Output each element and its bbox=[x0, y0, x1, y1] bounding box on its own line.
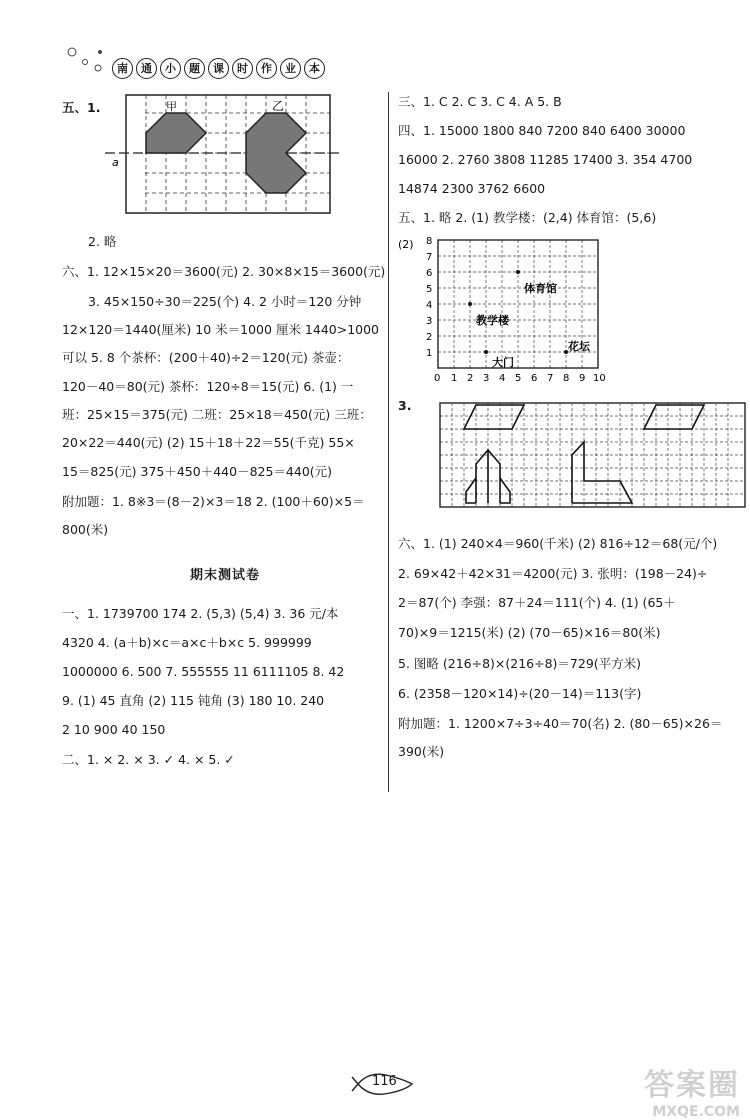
left-grid-label: 五、1. bbox=[62, 100, 101, 115]
answer-line: 2＝87(个) 李强：87＋24＝111(个) 4. (1) (65＋ bbox=[398, 595, 676, 610]
x-tick: 3 bbox=[483, 373, 490, 384]
answer-line: 1000000 6. 500 7. 555555 11 6111105 8. 42 bbox=[62, 664, 345, 679]
shape-yi bbox=[246, 113, 306, 193]
parallelogram-left bbox=[464, 405, 524, 429]
x-tick: 5 bbox=[515, 373, 522, 384]
answer-line: 六、1. (1) 240×4＝960(千米) (2) 816÷12＝68(元/个) bbox=[398, 536, 718, 551]
x-tick: 1 bbox=[451, 373, 458, 384]
answer-line: 四、1. 15000 1800 840 7200 840 6400 30000 bbox=[398, 123, 686, 138]
x-tick: 10 bbox=[593, 373, 606, 384]
x-tick: 6 bbox=[531, 373, 538, 384]
answer-line: 六、1. 12×15×20＝3600(元) 2. 30×8×15＝3600(元) bbox=[62, 264, 386, 279]
header-decoration bbox=[60, 40, 120, 80]
answer-line: 14874 2300 3762 6600 bbox=[398, 181, 546, 196]
y-tick: 2 bbox=[426, 332, 433, 343]
answer-line: 16000 2. 2760 3808 11285 17400 3. 354 4700 bbox=[398, 152, 693, 167]
shape-jia bbox=[146, 113, 206, 153]
answer-line: 附加题：1. 8※3＝(8－2)×3＝18 2. (100＋60)×5＝ bbox=[62, 494, 365, 509]
header-char: 作 bbox=[256, 58, 277, 79]
answer-line: 6. (2358－120×14)÷(20－14)＝113(字) bbox=[398, 686, 642, 701]
y-tick: 7 bbox=[426, 252, 433, 263]
point-teaching bbox=[468, 302, 472, 306]
answer-line: 9. (1) 45 直角 (2) 115 钝角 (3) 180 10. 240 bbox=[62, 693, 325, 708]
x-tick: 9 bbox=[579, 373, 586, 384]
drawing-grid bbox=[425, 392, 750, 522]
watermark bbox=[644, 1060, 740, 1120]
page-number: 116 bbox=[372, 1074, 397, 1089]
answer-line: 三、1. C 2. C 3. C 4. A 5. B bbox=[398, 94, 562, 109]
point-gate bbox=[484, 350, 488, 354]
place-label: 大门 bbox=[492, 356, 514, 369]
label-jia: 甲 bbox=[166, 100, 177, 113]
header-char: 题 bbox=[184, 58, 205, 79]
header-char: 通 bbox=[136, 58, 157, 79]
answer-line: 20×22＝440(元) (2) 15＋18＋22＝55(千克) 55× bbox=[62, 435, 355, 450]
answer-line: 二、1. × 2. × 3. ✓ 4. × 5. ✓ bbox=[62, 752, 235, 767]
grid3-label: 3. bbox=[398, 398, 412, 413]
header-char: 南 bbox=[112, 58, 133, 79]
answer-line: 390(米) bbox=[398, 744, 445, 759]
column-divider bbox=[388, 92, 389, 792]
x-tick: 7 bbox=[547, 373, 554, 384]
coord-label: (2) bbox=[398, 238, 414, 251]
answer-line: 4320 4. (a＋b)×c＝a×c＋b×c 5. 999999 bbox=[62, 635, 312, 650]
place-label: 教学楼 bbox=[476, 314, 509, 327]
axis-label-a: a bbox=[112, 156, 119, 169]
answer-line: 800(米) bbox=[62, 522, 109, 537]
answer-line: 2 10 900 40 150 bbox=[62, 722, 166, 737]
x-tick: 8 bbox=[563, 373, 570, 384]
answer-line: 一、1. 1739700 174 2. (5,3) (5,4) 3. 36 元/本 bbox=[62, 606, 339, 621]
y-tick: 3 bbox=[426, 316, 433, 327]
place-label: 体育馆 bbox=[524, 282, 557, 295]
y-tick: 1 bbox=[426, 348, 433, 359]
x-tick: 2 bbox=[467, 373, 474, 384]
header-char: 小 bbox=[160, 58, 181, 79]
y-tick: 4 bbox=[426, 300, 433, 311]
answer-line: 15＝825(元) 375＋450＋440－825＝440(元) bbox=[62, 464, 333, 479]
answer-line: 2. 略 bbox=[88, 234, 117, 249]
header-title bbox=[112, 58, 325, 79]
y-tick: 8 bbox=[426, 236, 433, 247]
parallelogram-right bbox=[644, 405, 704, 429]
coordinate-grid bbox=[396, 236, 636, 386]
answer-line: 附加题：1. 1200×7÷3÷40＝70(名) 2. (80－65)×26＝ bbox=[398, 716, 723, 731]
answer-line: 120－40＝80(元) 茶杯：120÷8＝15(元) 6. (1) 一 bbox=[62, 379, 354, 394]
point-gym bbox=[516, 270, 520, 274]
answer-line: 3. 45×150÷30＝225(个) 4. 2 小时＝120 分钟 bbox=[88, 294, 362, 309]
watermark-main: 答案圈 bbox=[644, 1068, 740, 1103]
y-tick: 5 bbox=[426, 284, 433, 295]
answer-line: 可以 5. 8 个茶杯：(200＋40)÷2＝120(元) 茶壶： bbox=[62, 350, 350, 365]
header-char: 业 bbox=[280, 58, 301, 79]
watermark-sub: MXQE.COM bbox=[652, 1104, 740, 1120]
answer-line: 班：25×15＝375(元) 二班：25×18＝450(元) 三班： bbox=[62, 407, 372, 422]
y-tick: 6 bbox=[426, 268, 433, 279]
x-tick: 0 bbox=[434, 373, 441, 384]
place-label: 花坛 bbox=[568, 340, 590, 353]
header-char: 时 bbox=[232, 58, 253, 79]
header-char: 课 bbox=[208, 58, 229, 79]
answer-line: 五、1. 略 2. (1) 教学楼：(2,4) 体育馆：(5,6) bbox=[398, 210, 657, 225]
answer-line: 70)×9＝1215(米) (2) (70－65)×16＝80(米) bbox=[398, 625, 661, 640]
x-tick: 4 bbox=[499, 373, 506, 384]
answer-line: 2. 69×42＋42×31＝4200(元) 3. 张明：(198－24)÷ bbox=[398, 566, 708, 581]
section-title: 期末测试卷 bbox=[190, 568, 261, 583]
answer-line: 12×120＝1440(厘米) 10 米＝1000 厘米 1440>1000 bbox=[62, 322, 380, 337]
answer-line: 5. 图略 (216÷8)×(216÷8)＝729(平方米) bbox=[398, 656, 642, 671]
translation-grid bbox=[100, 90, 350, 220]
header-char: 本 bbox=[304, 58, 325, 79]
label-yi: 乙 bbox=[272, 99, 285, 113]
